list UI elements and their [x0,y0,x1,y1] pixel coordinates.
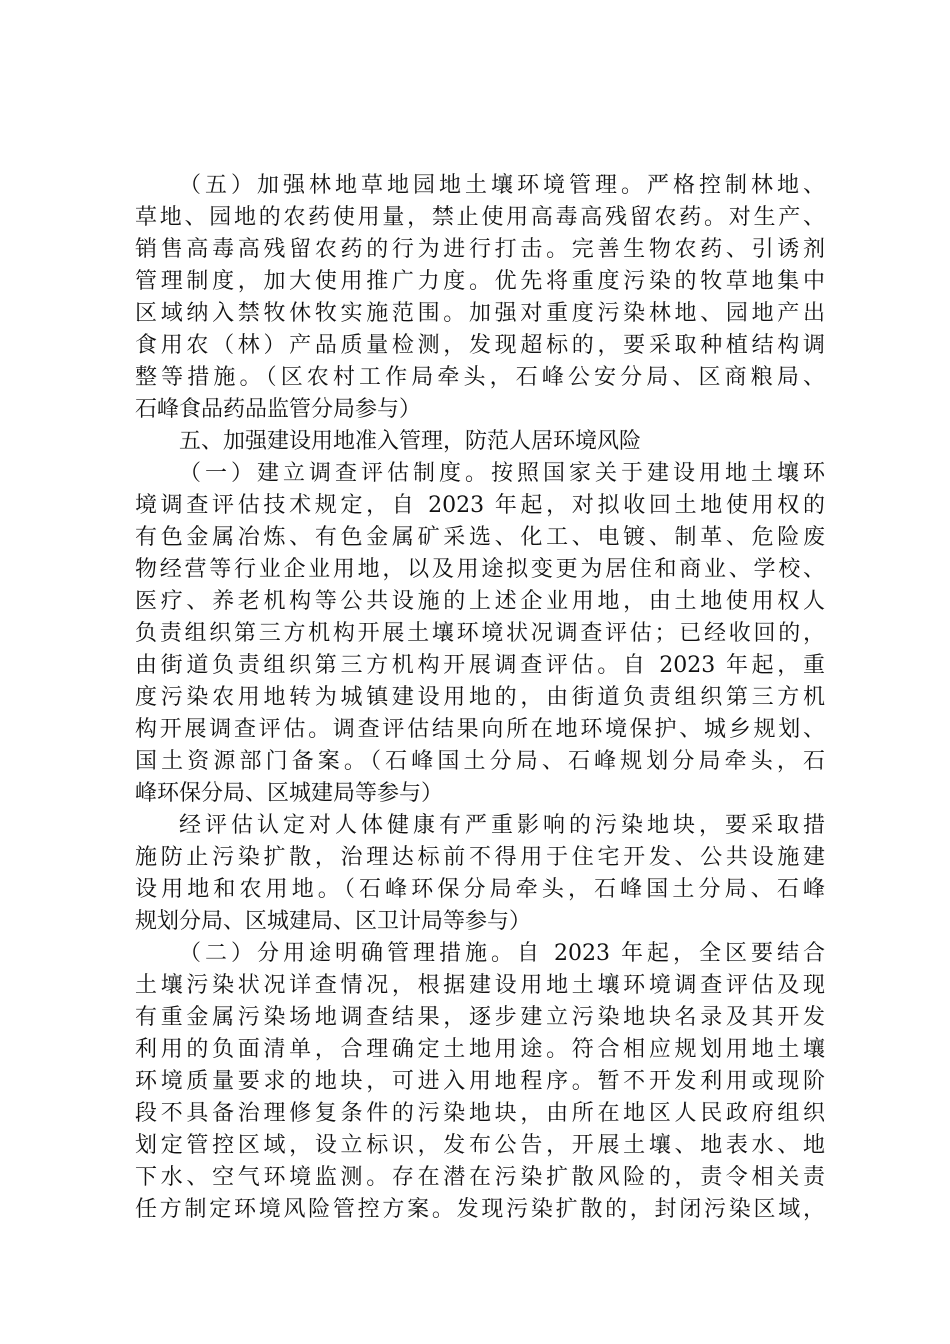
text-line: 环境质量要求的地块，可进入用地程序。暂不开发利用或现阶 [135,1069,825,1094]
text-line: 规划分局、区城建局、区卫计局等参与） [135,909,532,934]
text-line: 医疗、养老机构等公共设施的上述企业用地，由土地使用权人 [135,589,825,614]
text-line: 管理制度，加大使用推广力度。优先将重度污染的牧草地集中 [135,269,825,294]
text-line: 境调查评估技术规定，自 2023 年起，对拟收回土地使用权的 [135,493,825,518]
text-line: 施防止污染扩散，治理达标前不得用于住宅开发、公共设施建 [135,845,825,870]
text-line: 销售高毒高残留农药的行为进行打击。完善生物农药、引诱剂 [135,237,825,262]
text-line: 峰环保分局、区城建局等参与） [135,781,444,806]
text-line: 有重金属污染场地调查结果，逐步建立污染地块名录及其开发 [135,1005,825,1030]
text-line: （一）建立调查评估制度。按照国家关于建设用地土壤环 [179,461,825,486]
text-line: 构开展调查评估。调查评估结果向所在地环境保护、城乡规划、 [135,717,825,742]
text-line: 石峰食品药品监管分局参与） [135,397,422,422]
text-line: 整等措施。（区农村工作局牵头，石峰公安分局、区商粮局、 [135,365,825,390]
text-line: 设用地和农用地。（石峰环保分局牵头，石峰国土分局、石峰 [135,877,825,902]
text-line: 任方制定环境风险管控方案。发现污染扩散的，封闭污染区域， [135,1197,825,1222]
text-line: 划定管控区域，设立标识，发布公告，开展土壤、地表水、地 [135,1133,825,1158]
text-line: （二）分用途明确管理措施。自 2023 年起，全区要结合 [179,941,825,966]
text-line: 有色金属冶炼、有色金属矿采选、化工、电镀、制革、危险废 [135,525,825,550]
text-line: 食用农（林）产品质量检测，发现超标的，要采取种植结构调 [135,333,825,358]
section-heading: 五、加强建设用地准入管理，防范人居环境风险 [179,429,642,454]
text-line: 段不具备治理修复条件的污染地块，由所在地区人民政府组织 [135,1101,825,1126]
text-line: 草地、园地的农药使用量，禁止使用高毒高残留农药。对生产、 [135,205,825,230]
text-line: 土壤污染状况详查情况，根据建设用地土壤环境调查评估及现 [135,973,825,998]
text-line: 经评估认定对人体健康有严重影响的污染地块，要采取措 [179,813,825,838]
text-line: 区域纳入禁牧休牧实施范围。加强对重度污染林地、园地产出 [135,301,825,326]
text-line: 度污染农用地转为城镇建设用地的，由街道负责组织第三方机 [135,685,825,710]
text-line: 国土资源部门备案。（石峰国土分局、石峰规划分局牵头，石 [135,749,825,774]
text-line: 利用的负面清单，合理确定土地用途。符合相应规划用地土壤 [135,1037,825,1062]
text-line: （五）加强林地草地园地土壤环境管理。严格控制林地、 [179,173,825,198]
text-line: 物经营等行业企业用地，以及用途拟变更为居住和商业、学校、 [135,557,825,582]
text-line: 负责组织第三方机构开展土壤环境状况调查评估；已经收回的， [135,621,825,646]
text-line: 下水、空气环境监测。存在潜在污染扩散风险的，责令相关责 [135,1165,825,1190]
text-line: 由街道负责组织第三方机构开展调查评估。自 2023 年起，重 [135,653,825,678]
document-body [135,170,825,1226]
